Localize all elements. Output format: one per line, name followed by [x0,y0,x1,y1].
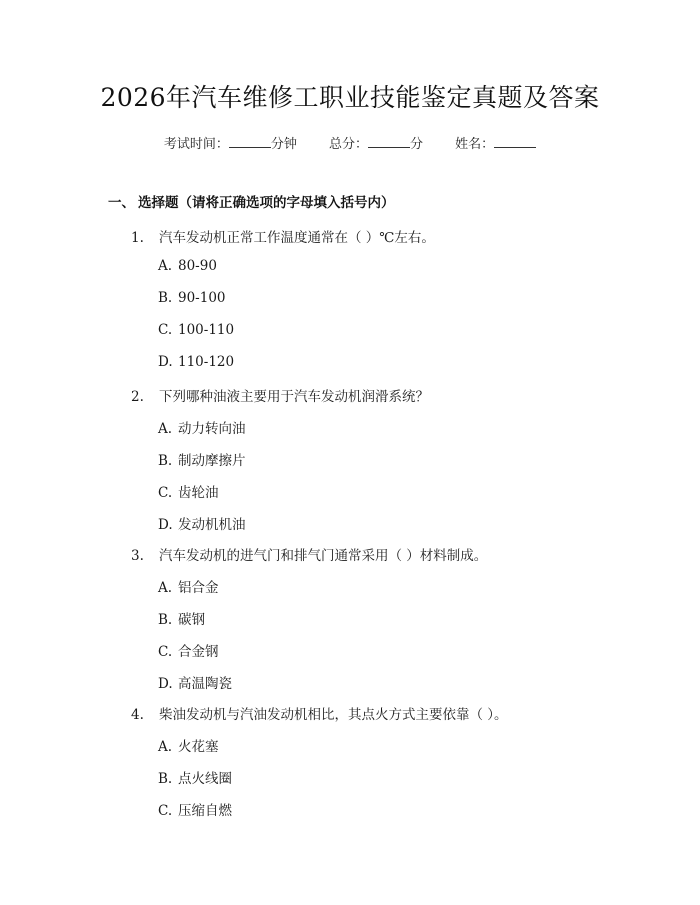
option-letter: A. [158,258,173,274]
document-title: 2026年汽车维修工职业技能鉴定真题及答案 [100,83,600,112]
option-letter: D. [158,676,173,692]
option-letter: B. [158,771,173,787]
option-3b [158,608,205,628]
exam-meta-line [0,133,700,152]
option-text: 铝合金 [178,580,219,596]
question-number: 2. [131,389,144,405]
question-3 [131,544,487,564]
question-number: 1. [131,230,144,246]
section-number: 一、 [108,195,135,211]
option-4a [158,735,219,755]
option-3a [158,576,219,596]
option-letter: C. [158,485,173,501]
option-text: 齿轮油 [178,485,219,501]
option-text: 压缩自燃 [178,803,232,819]
exam-time-label: 考试时间： [163,137,229,152]
question-4 [131,703,508,723]
section-heading [108,191,395,211]
option-3d [158,672,232,692]
total-score-label: 总分： [328,137,368,152]
question-number: 3. [131,548,144,564]
option-2b [158,449,246,469]
option-2c [158,481,219,501]
option-2a [158,417,246,437]
option-letter: C. [158,644,173,660]
option-3c [158,640,219,660]
question-text: 汽车发动机正常工作温度通常在（ ）℃左右。 [159,230,435,246]
option-letter: A. [158,580,173,596]
option-1d [158,354,234,370]
question-text: 下列哪种油液主要用于汽车发动机润滑系统？ [159,389,429,405]
option-2d [158,513,246,533]
option-1a [158,258,217,274]
option-text: 高温陶瓷 [178,676,232,692]
option-letter: D. [158,354,173,370]
exam-time-blank [229,135,271,148]
section-title: 选择题（请将正确选项的字母填入括号内） [138,195,395,211]
option-text: 90-100 [178,290,226,306]
option-letter: A. [158,421,173,437]
question-2 [131,385,429,405]
total-score-unit: 分 [410,137,424,152]
question-1 [131,226,435,246]
option-text: 火花塞 [178,739,219,755]
exam-time-field [164,133,297,152]
option-text: 110-120 [178,354,235,370]
exam-time-unit: 分钟 [270,137,297,152]
option-1c [158,322,234,338]
option-text: 动力转向油 [178,421,246,437]
option-text: 100-110 [178,322,235,338]
option-letter: B. [158,290,173,306]
option-letter: C. [158,803,173,819]
option-text: 合金钢 [178,644,219,660]
option-letter: B. [158,453,173,469]
name-label: 姓名： [455,137,495,152]
option-letter: D. [158,517,173,533]
total-score-field [329,133,423,152]
question-number: 4. [131,707,144,723]
question-text: 汽车发动机的进气门和排气门通常采用（ ）材料制成。 [159,548,488,564]
question-text: 柴油发动机与汽油发动机相比，其点火方式主要依靠（ ）。 [159,707,508,723]
option-text: 碳钢 [178,612,205,628]
total-score-blank [368,135,410,148]
option-text: 制动摩擦片 [178,453,246,469]
name-blank [494,135,536,148]
option-4b [158,767,232,787]
option-4c [158,799,232,819]
option-text: 发动机机油 [178,517,246,533]
name-field [455,133,536,152]
option-text: 点火线圈 [178,771,232,787]
option-text: 80-90 [178,258,217,274]
option-1b [158,290,226,306]
option-letter: C. [158,322,173,338]
option-letter: A. [158,739,173,755]
option-letter: B. [158,612,173,628]
